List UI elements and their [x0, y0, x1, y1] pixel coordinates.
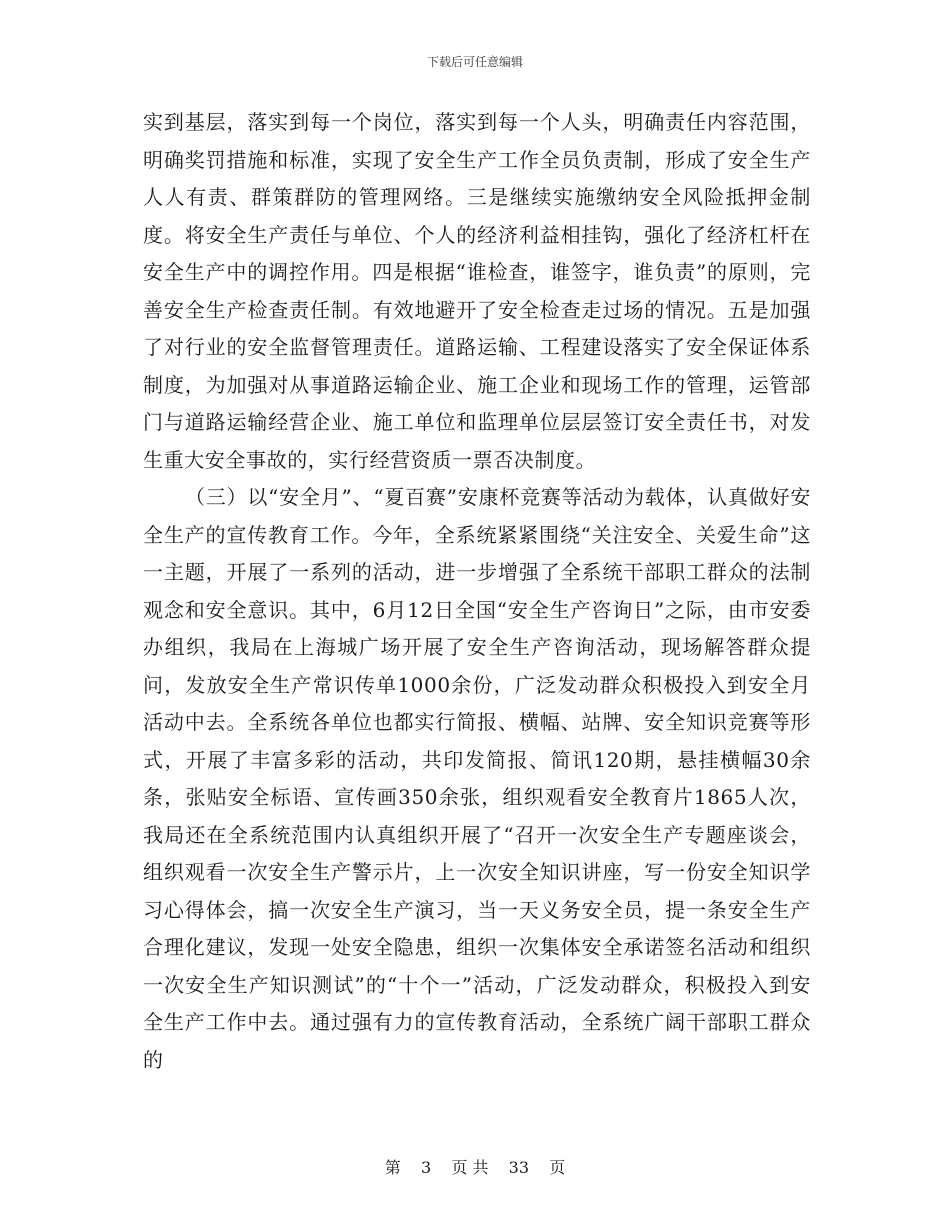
total-pages: 33 — [508, 1158, 529, 1177]
page-number: 3 — [420, 1158, 432, 1177]
footer-middle: 页 共 — [451, 1158, 489, 1177]
footer-prefix: 第 — [384, 1158, 401, 1177]
footer-suffix: 页 — [549, 1158, 566, 1177]
paragraph-continued: 实到基层，落实到每一个岗位，落实到每一个人头，明确责任内容范围，明确奖罚措施和标准，实现了安全生产工作全员负责制，形成了安全生产人人有责、群策群防的管理网络。三是继续实施缴纳安全风险抵押金制度。将安全生产责任与单位、个人的经济利益相挂钩，强化了经济杠杆在安全生产中的调控作用。四是根据“谁检查，谁签字，谁负责”的原则，完善安全生产检查责任制。有效地避开了安全检查走过场的情况。五是加强了对行业的安全监督管理责任。道路运输、工程建设落实了安全保证体系制度，为加强对从事道路运输企业、施工企业和现场工作的管理，运管部门与道路运输经营企业、施工单位和监理单位层层签订安全责任书，对发生重大安全事故的，实行经营资质一票否决制度。 — [143, 110, 811, 472]
paragraph-section-three: （三）以“安全月”、“夏百赛”安康杯竞赛等活动为载体，认真做好安全生产的宣传教育工作。今年，全系统紧紧围绕“关注安全、关爱生命”这一主题，开展了一系列的活动，进一步增强了全系统干部职工群众的法制观念和安全意识。其中，6月12日全国“安全生产咨询日”之际，由市安委办组织，我局在上海城广场开展了安全生产咨询活动，现场解答群众提问，发放安全生产常识传单1000余份，广泛发动群众积极投入到安全月活动中去。全系统各单位也都实行简报、横幅、站牌、安全知识竞赛等形式，开展了丰富多彩的活动，共印发简报、简讯120期，悬挂横幅30余条，张贴安全标语、宣传画350余张，组织观看安全教育片1865人次，我局还在全系统范围内认真组织开展了“召开一次安全生产专题座谈会，组织观看一次安全生产警示片，上一次安全知识讲座，写一份安全知识学习心得体会，搞一次安全生产演习，当一天义务安全员，提一条安全生产合理化建议，发现一处安全隐患，组织一次集体安全承诺签名活动和组织一次安全生产知识测试”的“十个一”活动，广泛发动群众，积极投入到安全生产工作中去。通过强有力的宣传教育活动，全系统广阔干部职工群众的 — [143, 485, 811, 1072]
page-footer — [0, 1155, 950, 1178]
document-body — [143, 104, 811, 1079]
header-note: 下载后可任意编辑 — [426, 55, 523, 69]
